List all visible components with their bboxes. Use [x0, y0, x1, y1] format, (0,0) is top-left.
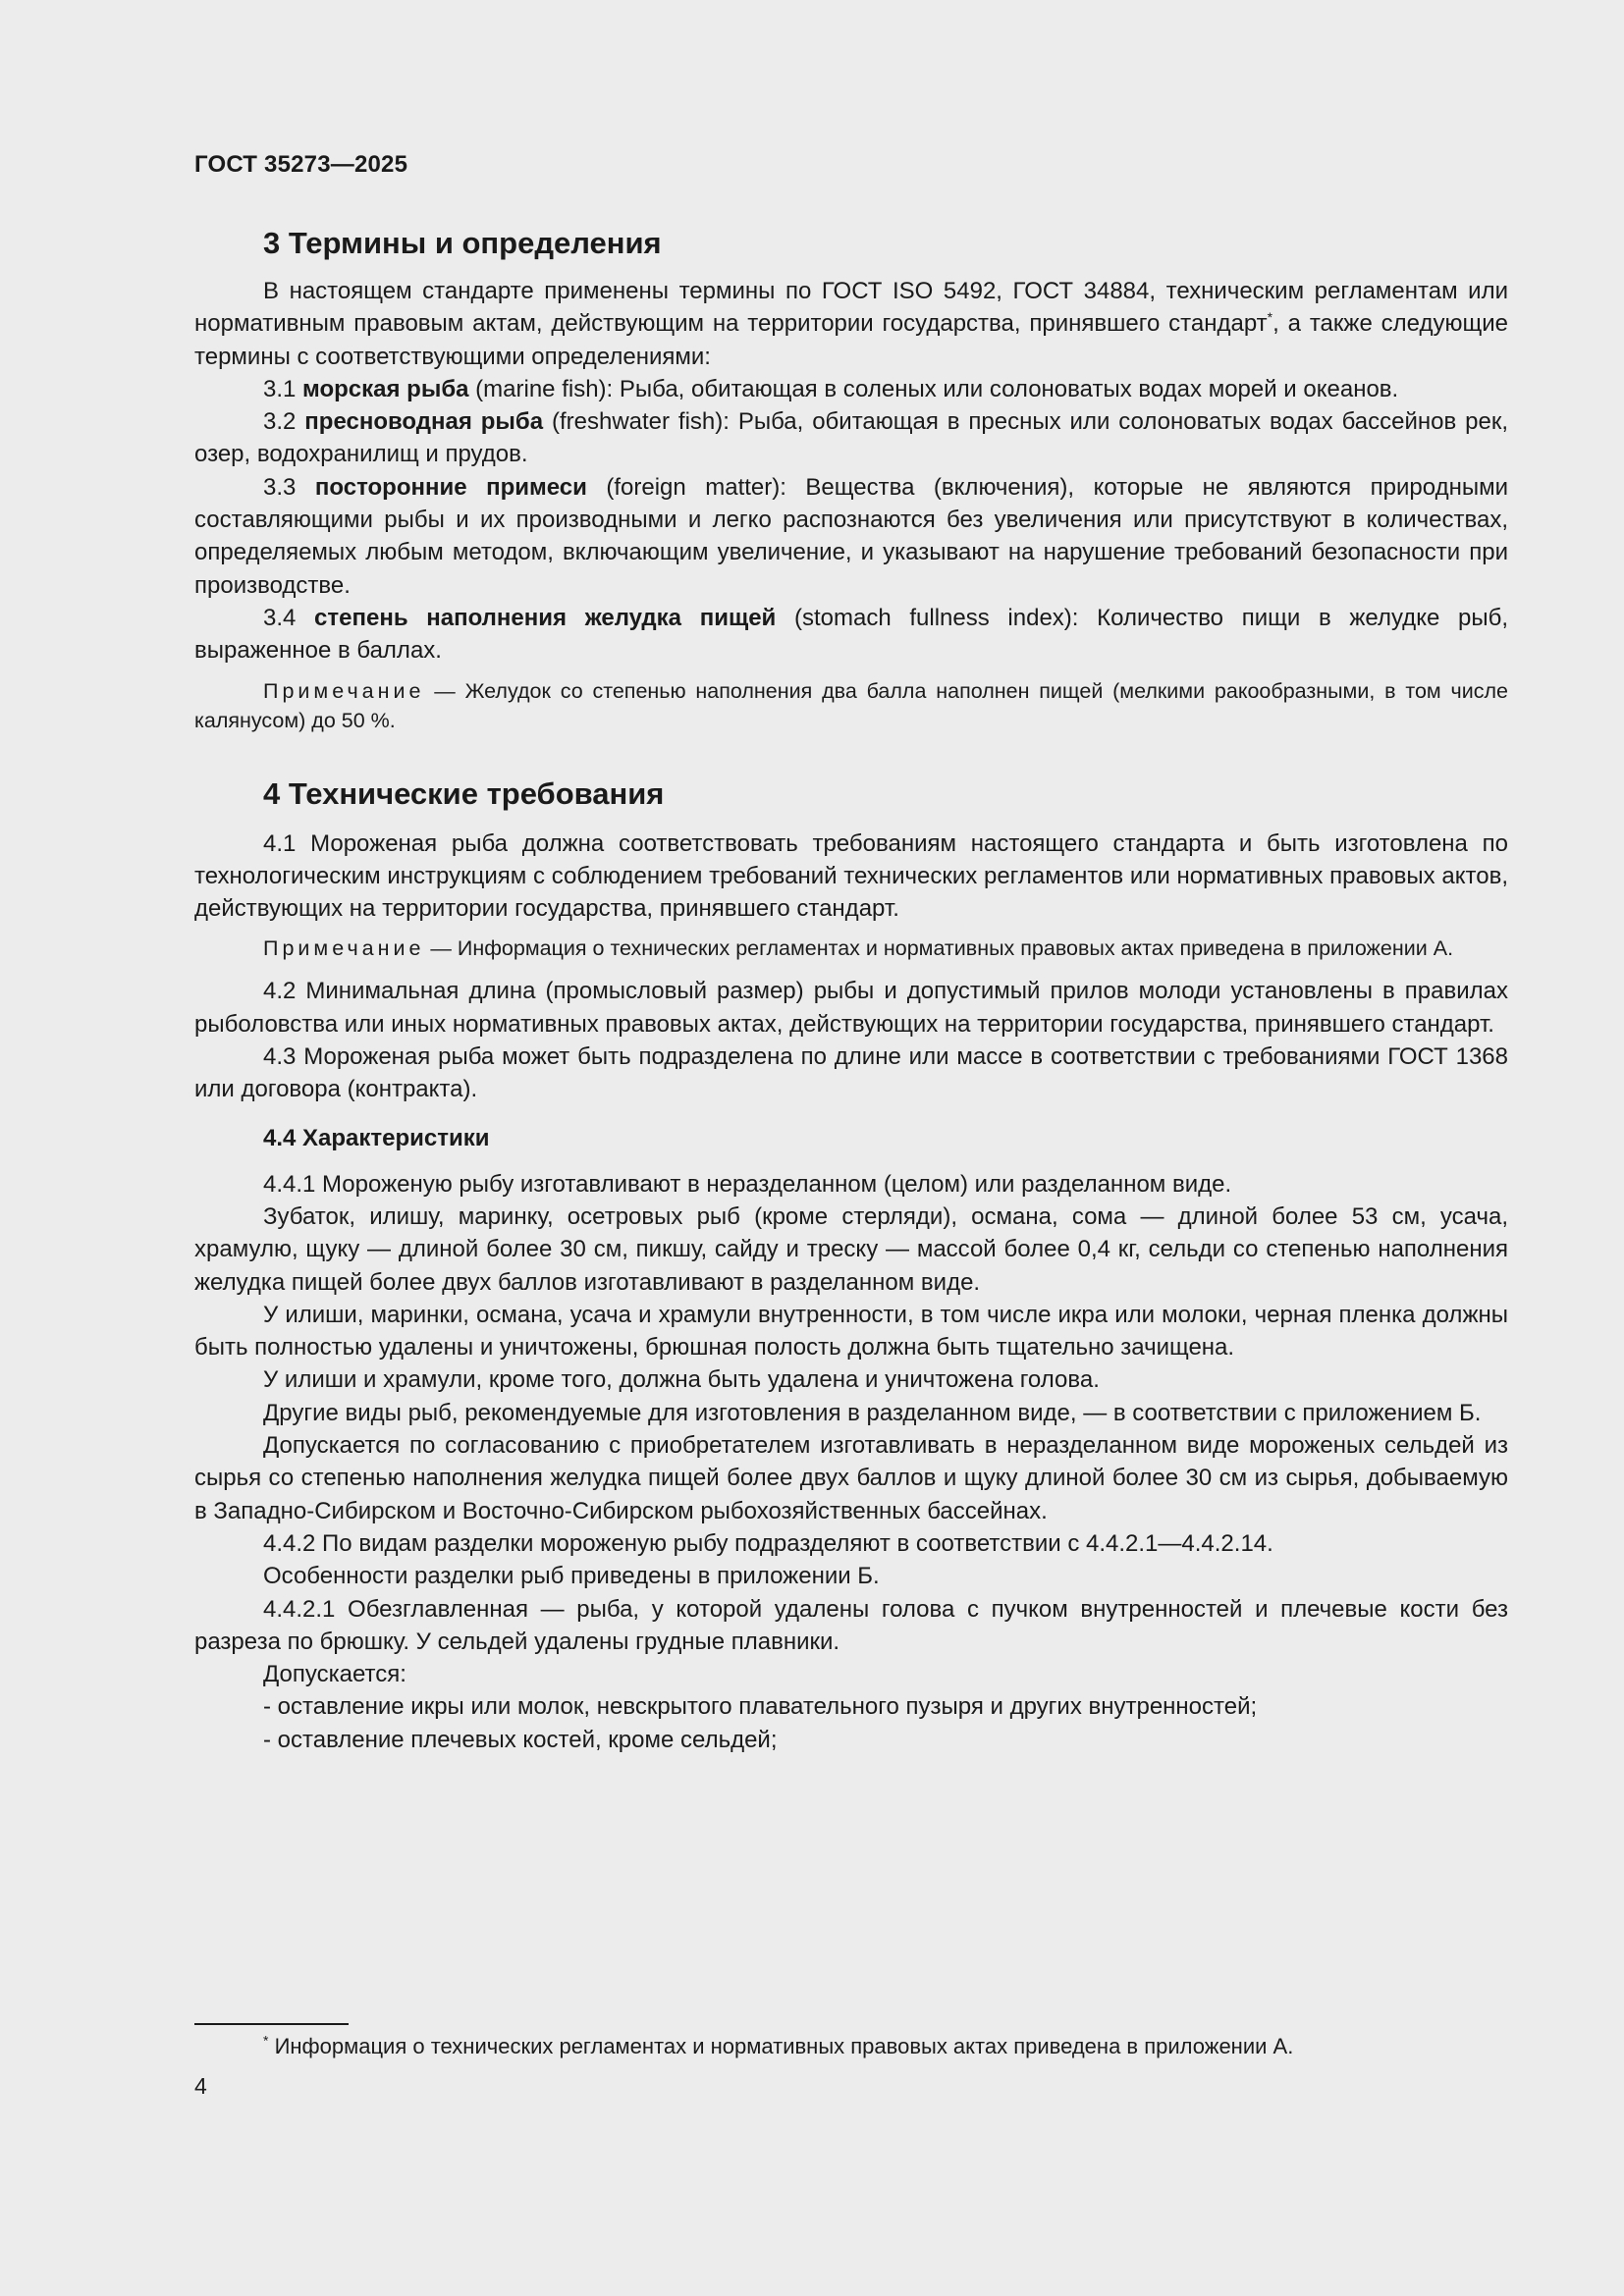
term-definition: (stomach fullness index): Количество пищи в желудке рыб, выраженное в баллах. — [194, 604, 1508, 665]
para-allowance: Допускается по согласованию с приобретателем изготавливать в неразделанном виде мороженых сельдей из сырья со степенью наполнения желудка пищей более двух баллов и щуку длиной более 30 см из сырья, добываемую в Западно-Сибирском и Восточно-Сибирском рыбохозяйственных бассейнах. — [194, 1432, 1508, 1524]
term-3-4 — [194, 602, 1508, 667]
term-number: 3.3 — [263, 473, 315, 501]
term-name: пресноводная рыба — [304, 408, 544, 436]
term-definition: (foreign matter): Вещества (включения), которые не являются природными составляющими рыбы и их производными и легко распознаются без увеличения или присутствуют в количествах, определяемых любым методом, включающим увеличение, и указывают на нарушение требований безопасности при производстве. — [194, 473, 1509, 599]
term-definition: (freshwater fish): Рыба, обитающая в пресных или солоноватых водах бассейнов рек, озер, водохранилищ и прудов. — [194, 408, 1508, 468]
para-offal-removal: У илиши, маринки, османа, усача и храмули внутренности, в том числе икра или молоки, черная пленка должны быть полностью удалены и уничтожены, брюшная полость должна быть тщательно зачищена. — [194, 1301, 1508, 1362]
term-3-3 — [194, 471, 1508, 602]
para-allowed: Допускается: — [263, 1661, 406, 1688]
term-name: степень наполнения желудка пищей — [314, 604, 777, 631]
section-4-heading: 4 Технические требования — [263, 775, 665, 811]
section-3-heading: 3 Термины и определения — [263, 226, 662, 260]
para-4-3: 4.3 Мороженая рыба может быть подразделена по длине или массе в соответствии с требованиями ГОСТ 1368 или договора (контракта). — [194, 1043, 1508, 1103]
section-4-note — [194, 934, 1508, 963]
term-name: посторонние примеси — [314, 473, 587, 501]
intro-text-b: , а также следующие термины с соответствующими определениями: — [194, 310, 1508, 370]
para-4-2: 4.2 Минимальная длина (промысловый размер) рыбы и допустимый прилов молоди установлены в правилах рыболовства или иных нормативных правовых актах, действующих на территории государства, принявшего стандарт. — [194, 978, 1508, 1038]
para-4-4-1: 4.4.1 Мороженую рыбу изготавливают в неразделанном (целом) или разделанном виде. — [263, 1170, 1232, 1198]
document-body — [194, 224, 1508, 1756]
subsection-4-4-heading: 4.4 Характеристики — [263, 1124, 490, 1151]
para-cutting-features: Особенности разделки рыб приведены в приложении Б. — [263, 1563, 880, 1590]
document-header: ГОСТ 35273—2025 — [194, 151, 408, 178]
list-item: - оставление икры или молок, невскрытого плавательного пузыря и других внутренностей; — [263, 1693, 1258, 1721]
term-definition: (marine fish): Рыба, обитающая в соленых или солоноватых водах морей и океанов. — [468, 375, 1399, 402]
note-text: — Желудок со степенью наполнения два балла наполнен пищей (мелкими ракообразными, в том числе калянусом) до 50 %. — [194, 678, 1508, 732]
term-number: 3.2 — [263, 408, 305, 436]
para-4-4-2-1: 4.4.2.1 Обезглавленная — рыба, у которой удалены голова с пучком внутренностей и плечевые кости без разреза по брюшку. У сельдей удалены грудные плавники. — [194, 1595, 1508, 1655]
para-head-removal: У илиши и храмули, кроме того, должна быть удалена и уничтожена голова. — [263, 1366, 1100, 1394]
footnote-text: Информация о технических регламентах и нормативных правовых актах приведена в приложении А. — [268, 2034, 1294, 2058]
note-label: Примечание — [263, 678, 425, 703]
para-4-4-2: 4.4.2 По видам разделки мороженую рыбу подразделяют в соответствии с 4.4.2.1—4.4.2.14. — [263, 1529, 1273, 1557]
para-other-species: Другие виды рыб, рекомендуемые для изготовления в разделанном виде, — в соответствии с приложением Б. — [263, 1399, 1482, 1426]
para-4-1: 4.1 Мороженая рыба должна соответствовать требованиям настоящего стандарта и быть изготовлена по технологическим инструкциям с соблюдением требований технических регламентов или нормативных правовых актов, действующих на территории государства, принявшего стандарт. — [194, 829, 1508, 923]
section-3-intro — [194, 275, 1508, 373]
footnote — [194, 2032, 1508, 2061]
para-gutted-fish-list: Зубаток, илишу, маринку, осетровых рыб (кроме стерляди), османа, сома — длиной более 53 см, усача, храмулю, щуку — длиной более 30 см, пикшу, сайду и треску — массой более 0,4 кг, сельди со степенью наполнения желудка пищей более двух баллов изготавливают в разделанном виде. — [194, 1202, 1508, 1296]
note-label: Примечание — [263, 936, 425, 961]
section-3-note — [194, 676, 1508, 735]
page-number: 4 — [194, 2073, 207, 2099]
footnote-mark: * — [263, 2032, 269, 2049]
term-3-1 — [194, 373, 1508, 405]
intro-text-a: В настоящем стандарте применены термины по ГОСТ ISO 5492, ГОСТ 34884, техническим регламентам или нормативным правовым актам, действующим на территории государства, принявшего стандарт — [194, 278, 1508, 338]
term-number: 3.4 — [263, 604, 315, 631]
term-number: 3.1 — [263, 375, 303, 402]
footnote-separator — [194, 2023, 349, 2025]
footnote-marker: * — [1267, 309, 1273, 326]
note-text: — Информация о технических регламентах и нормативных правовых актах приведена в приложении А. — [424, 936, 1454, 961]
list-item: - оставление плечевых костей, кроме сельдей; — [263, 1726, 778, 1753]
term-3-2 — [194, 405, 1508, 471]
term-name: морская рыба — [302, 375, 469, 402]
